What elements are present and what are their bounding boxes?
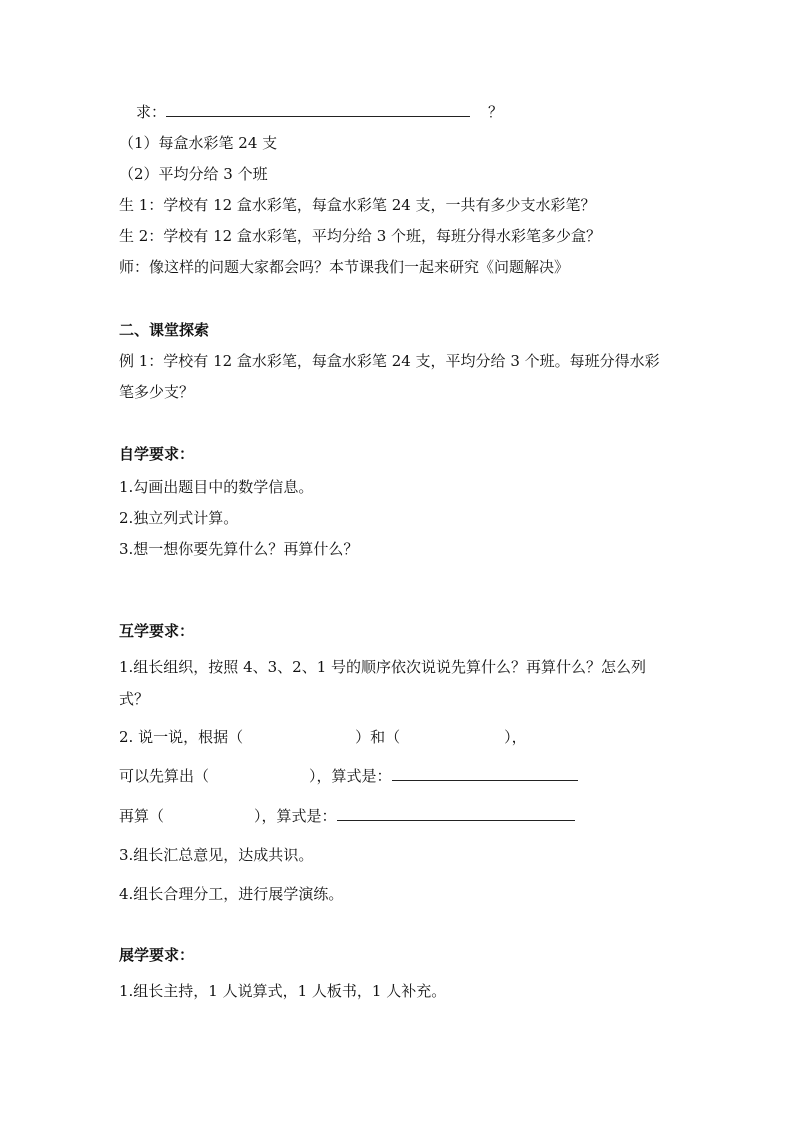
mutual-then-line (119, 806, 575, 826)
calc-part-a: 可以先算出（ (119, 767, 210, 785)
calc-part-b: ），算式是： (309, 767, 392, 785)
section-2-heading: 二、课堂探索 (119, 321, 210, 339)
formula-blank-1[interactable] (392, 766, 578, 781)
student-2-line: 生 2：学校有 12 盒水彩笔，平均分给 3 个班，每班分得水彩笔多少盒？ (119, 227, 602, 245)
item2-part-a: 2. 说一说，根据（ (119, 728, 244, 746)
formula-blank-2[interactable] (337, 806, 575, 821)
show-study-heading: 展学要求： (119, 946, 195, 964)
student-1-line: 生 1：学校有 12 盒水彩笔，每盒水彩笔 24 支，一共有多少支水彩笔？ (119, 196, 596, 214)
condition-2: （2）平均分给 3 个班 (119, 165, 268, 183)
self-study-item-3: 3.想一想你要先算什么？再算什么？ (119, 540, 359, 558)
condition-1: （1）每盒水彩笔 24 支 (119, 134, 278, 152)
mutual-item-2-line (119, 727, 527, 747)
mutual-item-1-line-2: 式？ (119, 690, 150, 708)
mutual-study-heading: 互学要求： (119, 622, 195, 640)
mutual-calc-line (119, 766, 578, 786)
mutual-item-3: 3.组长汇总意见，达成共识。 (119, 846, 314, 864)
item2-part-b: ）和（ (355, 728, 401, 746)
show-study-item-1: 1.组长主持，1 人说算式，1 人板书，1 人补充。 (119, 982, 447, 1000)
self-study-heading: 自学要求： (119, 445, 195, 463)
example-line-2: 笔多少支？ (119, 383, 195, 401)
mutual-item-1-line-1: 1.组长组织，按照 4、3、2、1 号的顺序依次说说先算什么？再算什么？怎么列 (119, 658, 647, 676)
ask-prefix: 求： (136, 103, 167, 121)
ask-line (136, 102, 503, 122)
mutual-item-4: 4.组长合理分工，进行展学演练。 (119, 885, 344, 903)
example-line-1: 例 1：学校有 12 盒水彩笔，每盒水彩笔 24 支，平均分给 3 个班。每班分得水彩 (119, 352, 660, 370)
answer-blank[interactable] (166, 102, 470, 117)
ask-suffix: ？ (488, 103, 504, 121)
self-study-item-2: 2.独立列式计算。 (119, 509, 239, 527)
then-part-a: 再算（ (119, 807, 165, 825)
item2-part-c: ）， (504, 728, 527, 746)
self-study-item-1: 1.勾画出题目中的数学信息。 (119, 478, 314, 496)
then-part-b: ），算式是： (254, 807, 337, 825)
teacher-line: 师：像这样的问题大家都会吗？本节课我们一起来研究《问题解决》 (119, 258, 570, 276)
